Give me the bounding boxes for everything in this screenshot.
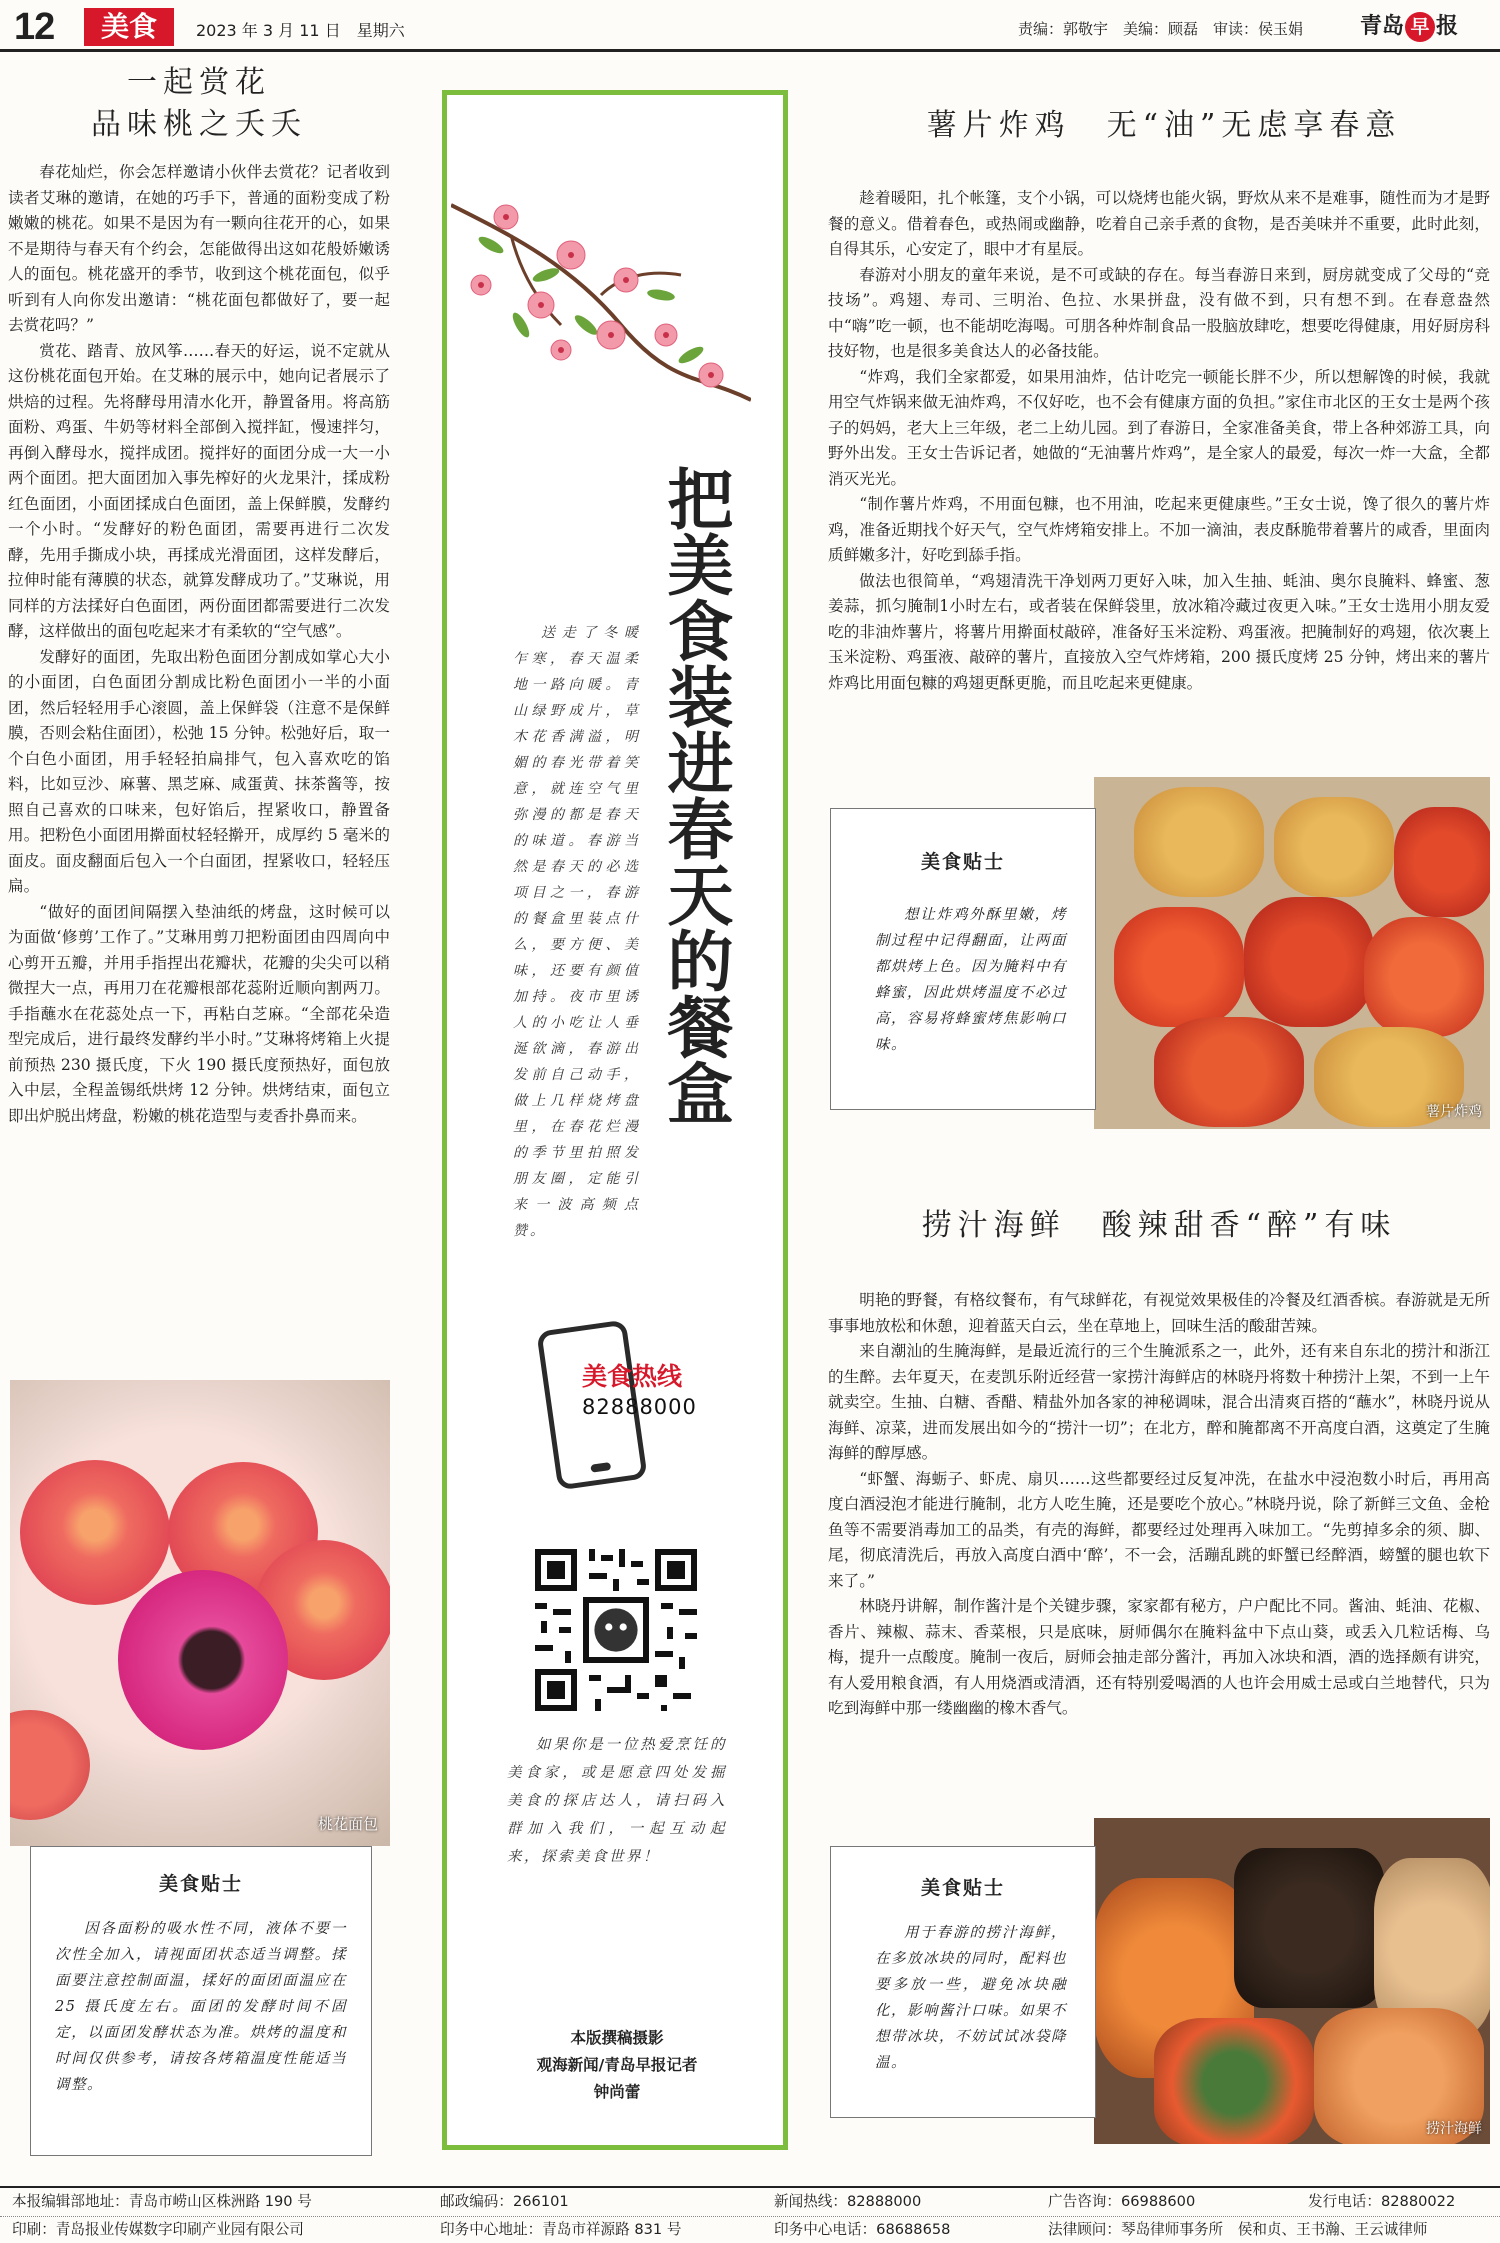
paragraph: 做法也很简单，“鸡翅清洗干净划两刀更好入味，加入生抽、蚝油、奥尔良腌料、蜂蜜、葱姜蒜，抓匀腌制1小时左右，或者装在保鲜袋里，放冰箱冷藏过夜更入味。”王女士选用小朋友爱吃的非油炸薯片，将薯片用擀面杖敲碎，准备好玉米淀粉、鸡蛋液。把腌制好的鸡翅，依次裹上玉米淀粉、鸡蛋液、敲碎的薯片，直接放入空气炸烤箱，200 摄氏度烤 25 分钟，烤出来的薯片炸鸡比用面包糠的鸡翅更酥更脆，而且吃起来更健康。 — [828, 571, 1490, 692]
footer-address: 本报编辑部地址：青岛市崂山区株洲路 190 号 — [12, 2193, 312, 2210]
logo-text-pre: 青岛 — [1360, 14, 1405, 39]
footer-printer: 印刷：青岛报业传媒数字印刷产业园有限公司 — [12, 2221, 304, 2238]
paragraph: 趁着暖阳，扎个帐篷，支个小锅，可以烧烤也能火锅，野炊从来不是难事，随性而为才是野餐的意义。借着春色，或热闹或幽静，吃着自己亲手煮的食物，是否美味并不重要，此时此刻，自得其乐，心安定了，眼中才有星辰。 — [828, 189, 1490, 258]
wechat-icon — [594, 1608, 637, 1651]
hotline-number: 82888000 — [582, 1395, 697, 1419]
qr-code[interactable] — [529, 1543, 703, 1717]
paragraph: “做好的面团间隔摆入垫油纸的烤盘，这时候可以为面做‘修剪’工作了。”艾琳用剪刀把粉面团由四周向中心剪开五瓣，并用手指捏出花瓣状，花瓣的尖尖可以稍微捏大一点，再用刀在花瓣根部花蕊附近顺向割两刀。手指蘸水在花蕊处点一下，再粘白芝麻。“全部花朵造型完成后，进行最终发酵约半小时。”艾琳将烤箱上火提前预热 230 摄氏度，下火 190 摄氏度预热好，面包放入中层，全程盖锡纸烘烤 12 分钟。烘烤结束，面包立即出炉脱出烤盘，粉嫩的桃花造型与麦香扑鼻而来。 — [8, 902, 390, 1125]
tip-title: 美食贴士 — [920, 1877, 1005, 1899]
paragraph: 明艳的野餐，有格纹餐布，有气球鲜花，有视觉效果极佳的冷餐及红酒香槟。春游就是无所事事地放松和休憩，迎着蓝天白云，坐在草地上，回味生活的酸甜苦辣。 — [828, 1291, 1490, 1335]
tip-text: 想让炸鸡外酥里嫩，烤制过程中记得翻面，让两面都烘烤上色。因为腌料中有蜂蜜，因此烘烤温度不必过高，容易将蜂蜜烤焦影响口味。 — [875, 907, 1067, 1053]
page-number: 12 — [14, 6, 55, 48]
food-tip-box — [830, 808, 1096, 1110]
left-article-body — [8, 160, 390, 1129]
chicken-headline: 薯片炸鸡 无“油”无虑享春意 — [926, 108, 1402, 143]
issue-date: 2023 年 3 月 11 日 星期六 — [196, 21, 405, 40]
page-footer — [0, 2186, 1500, 2243]
seafood-article — [828, 1200, 1490, 1722]
photo-caption: 桃花面包 — [317, 1815, 378, 1833]
qr-pattern — [529, 1543, 703, 1717]
feature-footer-text: 如果你是一位热爱烹饪的美食家，或是愿意四处发掘美食的探店达人，请扫码入群加入我们，一起互动起来，探索美食世界！ — [507, 1737, 727, 1865]
footer-print-address: 印务中心地址：青岛市祥源路 831 号 — [440, 2221, 682, 2238]
footer-legal-counsel: 法律顾问：琴岛律师事务所 侯和贞、王书瀚、王云诚律师 — [1048, 2221, 1428, 2238]
logo-text-mid: 早 — [1405, 12, 1435, 42]
paragraph: 来自潮汕的生腌海鲜，是最近流行的三个生腌派系之一，此外，还有来自东北的捞汁和浙江的生醉。去年夏天，在麦凯乐附近经营一家捞汁海鲜店的林晓丹将数十种捞汁上架，不到一上午就卖空。生抽、白糖、香醋、精盐外加各家的神秘调味，混合出清爽百搭的“蘸水”，林晓丹说从海鲜、凉菜，进而发展出如今的“捞汁一切”；在北方，醉和腌都离不开高度白酒，这奠定了生腌海鲜的醇厚感。 — [828, 1342, 1490, 1462]
paragraph: 春游对小朋友的童年来说，是不可或缺的存在。每当春游日来到，厨房就变成了父母的“竞技场”。鸡翅、寿司、三明治、色拉、水果拼盘，没有做不到，只有想不到。在春意盎然中“嗨”吃一顿，也不能胡吃海喝。可朋各种炸制食品一股脑放肆吃，想要吃得健康，用好厨房科技好物，也是很多美食达人的必备技能。 — [828, 265, 1490, 360]
paragraph: 春花灿烂，你会怎样邀请小伙伴去赏花？记者收到读者艾琳的邀请，在她的巧手下，普通的面粉变成了粉嫩嫩的桃花。如果不是因为有一颗向往花开的心，如果不是期待与春天有个约会，怎能做得出这如花般娇嫩诱人的面包。桃花盛开的季节，收到这个桃花面包，似乎听到有人向你发出邀请：“桃花面包都做好了，要一起去赏花吗？” — [8, 163, 390, 334]
paragraph: 林晓丹讲解，制作酱汁是个关键步骤，家家都有秘方，户户配比不同。酱油、蚝油、花椒、香片、辣椒、蒜末、香菜根，只是底味，厨师偶尔在腌料盆中下点山葵，或丢入几粒话梅、乌梅，提升一点酸度。腌制一夜后，厨师会抽走部分酱汁，再加入冰块和酒，酒的选择颇有讲究，有人爱用粮食酒，有人用烧酒或清酒，还有特别爱喝酒的人也许会用威士忌或白兰地替代，只为吃到海鲜中那一缕幽幽的橡木香气。 — [828, 1597, 1490, 1717]
editor-credits: 责编：郭敬宇 美编：顾磊 审读：侯玉娟 — [1018, 20, 1304, 38]
feature-intro: 送走了冬暖乍寒，春天温柔地一路向暖。青山绿野成片，草木花香满溢，明媚的春光带着笑意，就连空气里弥漫的都是春天的味道。春游当然是春天的必选项目之一，春游的餐盒里装点什么，要方便、美味，还要有颜值加持。夜市里诱人的小吃让人垂涎欲滴，春游出发前自己动手，做上几样烧烤盘里，在春花烂漫的季节里拍照发朋友圈，定能引来一波高频点赞。 — [513, 625, 641, 1239]
footer-row — [0, 2216, 1500, 2243]
logo-text-post: 报 — [1436, 14, 1459, 39]
chicken-article — [828, 100, 1490, 696]
paragraph: 发酵好的面团，先取出粉色面团分割成如掌心大小的小面团，白色面团分割成比粉色面团小一半的小面团，然后轻轻用手心滚圆，盖上保鲜袋（注意不是保鲜膜，否则会粘住面团），松弛 15 分钟。松弛好后，取一个白色小面团，用手轻轻拍扁排气，包入喜欢吃的馅料，比如豆沙、麻薯、黑芝麻、咸蛋黄、抹茶酱等，按照自己喜欢的口味来，包好馅后，捏紧收口，静置备用。把粉色小面团用擀面杖轻轻擀开，成厚约 5 毫米的面皮。面皮翻面后包入一个白面团，捏紧收口，轻轻压扁。 — [8, 647, 390, 895]
food-tip-box — [30, 1846, 372, 2156]
section-label: 美食 — [84, 8, 174, 46]
peach-bun-photo — [10, 1380, 390, 1846]
footer-news-hotline: 新闻热线：82888000 — [774, 2193, 922, 2210]
chicken-photo — [1094, 777, 1490, 1129]
feature-title: 把美食装进春天的餐盒 — [656, 465, 734, 1125]
tip-text: 因各面粉的吸水性不同，液体不要一次性全加入，请视面团状态适当调整。揉面要注意控制面温，揉好的面团面温应在 25 摄氏度左右。面团的发酵时间不固定，以面团发酵状态为准。烘烤的温度和时间仅供参考，请按各烤箱温度性能适当调整。 — [55, 1921, 347, 2093]
footer-ad-contact: 广告咨询：66988600 — [1048, 2193, 1196, 2210]
left-headline-line2: 品味桃之夭夭 — [91, 107, 307, 142]
photo-caption: 捞汁海鲜 — [1426, 2121, 1482, 2137]
peach-blossom-illustration — [451, 175, 751, 405]
seafood-headline: 捞汁海鲜 酸辣甜香“醉”有味 — [921, 1208, 1397, 1243]
footer-row — [0, 2188, 1500, 2216]
tip-title: 美食贴士 — [920, 851, 1005, 873]
feature-panel — [442, 90, 788, 2150]
byline-line: 观海新闻/青岛早报记者 — [536, 2056, 698, 2074]
byline — [477, 2025, 757, 2106]
byline-line: 本版撰稿摄影 — [570, 2029, 664, 2047]
left-headline-line1: 一起赏花 — [127, 65, 271, 100]
seafood-article-body — [828, 1288, 1490, 1722]
left-article — [8, 62, 390, 1129]
paragraph: “炸鸡，我们全家都爱，如果用油炸，估计吃完一顿能长胖不少，所以想解馋的时候，我就用空气炸锅来做无油炸鸡，不仅好吃，也不会有健康方面的负担。”家住市北区的王女士是两个孩子的妈妈，老大上三年级，老二上幼儿园。到了春游日，全家准备美食，带上各种郊游工具，向野外出发。王女士告诉记者，她做的“无油薯片炸鸡”，是全家人的最爱，每次一炸一大盒，全都消灭光光。 — [828, 367, 1490, 488]
paragraph: “虾蟹、海蛎子、虾虎、扇贝……这些都要经过反复冲洗，在盐水中浸泡数小时后，再用高度白酒浸泡才能进行腌制，北方人吃生腌，还是要吃个放心。”林晓丹说，除了新鲜三文鱼、金枪鱼等不需要消毒加工的品类，有壳的海鲜，都要经过处理再入味加工。“先剪掉多余的须、脚、尾，彻底清洗后，再放入高度白酒中‘醉’，不一会，活蹦乱跳的虾蟹已经醉酒，螃蟹的腿也软下来了。” — [828, 1469, 1490, 1590]
tip-title: 美食贴士 — [158, 1873, 243, 1895]
footer-postcode: 邮政编码：266101 — [440, 2193, 569, 2210]
tip-text: 用于春游的捞汁海鲜，在多放冰块的同时，配料也要多放一些，避免冰块融化，影响酱汁口味。如果不想带冰块，不妨试试冰袋降温。 — [875, 1925, 1067, 2071]
paragraph: 赏花、踏青、放风筝……春天的好运，说不定就从这份桃花面包开始。在艾琳的展示中，她向记者展示了烘焙的过程。先将酵母用清水化开，静置备用。将高筋面粉、鸡蛋、牛奶等材料全部倒入搅拌缸，慢速拌匀，再倒入酵母水，搅拌成团。搅拌好的面团分成一大一小两个面团。把大面团加入事先榨好的火龙果汁，揉成粉红色面团，小面团揉成白色面团，盖上保鲜膜，发酵约一个小时。“发酵好的粉色面团，需要再进行二次发酵，先用手撕成小块，再揉成光滑面团，这样发酵后，拉伸时能有薄膜的状态，就算发酵成功了。”艾琳说，用同样的方法揉好白色面团，两份面团都需要进行二次发酵，这样做出的面包吃起来才有柔软的“空气感”。 — [8, 341, 390, 640]
chicken-article-body — [828, 186, 1490, 696]
left-headline — [8, 62, 390, 146]
photo-caption: 薯片炸鸡 — [1426, 1104, 1482, 1120]
byline-line: 钟尚蕾 — [593, 2083, 641, 2101]
footer-distribution-phone: 发行电话：82880022 — [1308, 2193, 1456, 2210]
masthead-logo — [1360, 8, 1488, 46]
food-tip-box — [830, 1846, 1096, 2118]
footer-print-phone: 印务中心电话：68688658 — [774, 2221, 951, 2238]
page-header — [0, 0, 1500, 52]
seafood-photo — [1094, 1818, 1490, 2144]
hotline-label: 美食热线 — [582, 1362, 683, 1391]
paragraph: “制作薯片炸鸡，不用面包糠，也不用油，吃起来更健康些。”王女士说，馋了很久的薯片炸鸡，准备近期找个好天气，空气炸烤箱安排上。不加一滴油，表皮酥脆带着薯片的咸香，里面肉质鲜嫩多汁，好吃到舔手指。 — [828, 495, 1490, 564]
